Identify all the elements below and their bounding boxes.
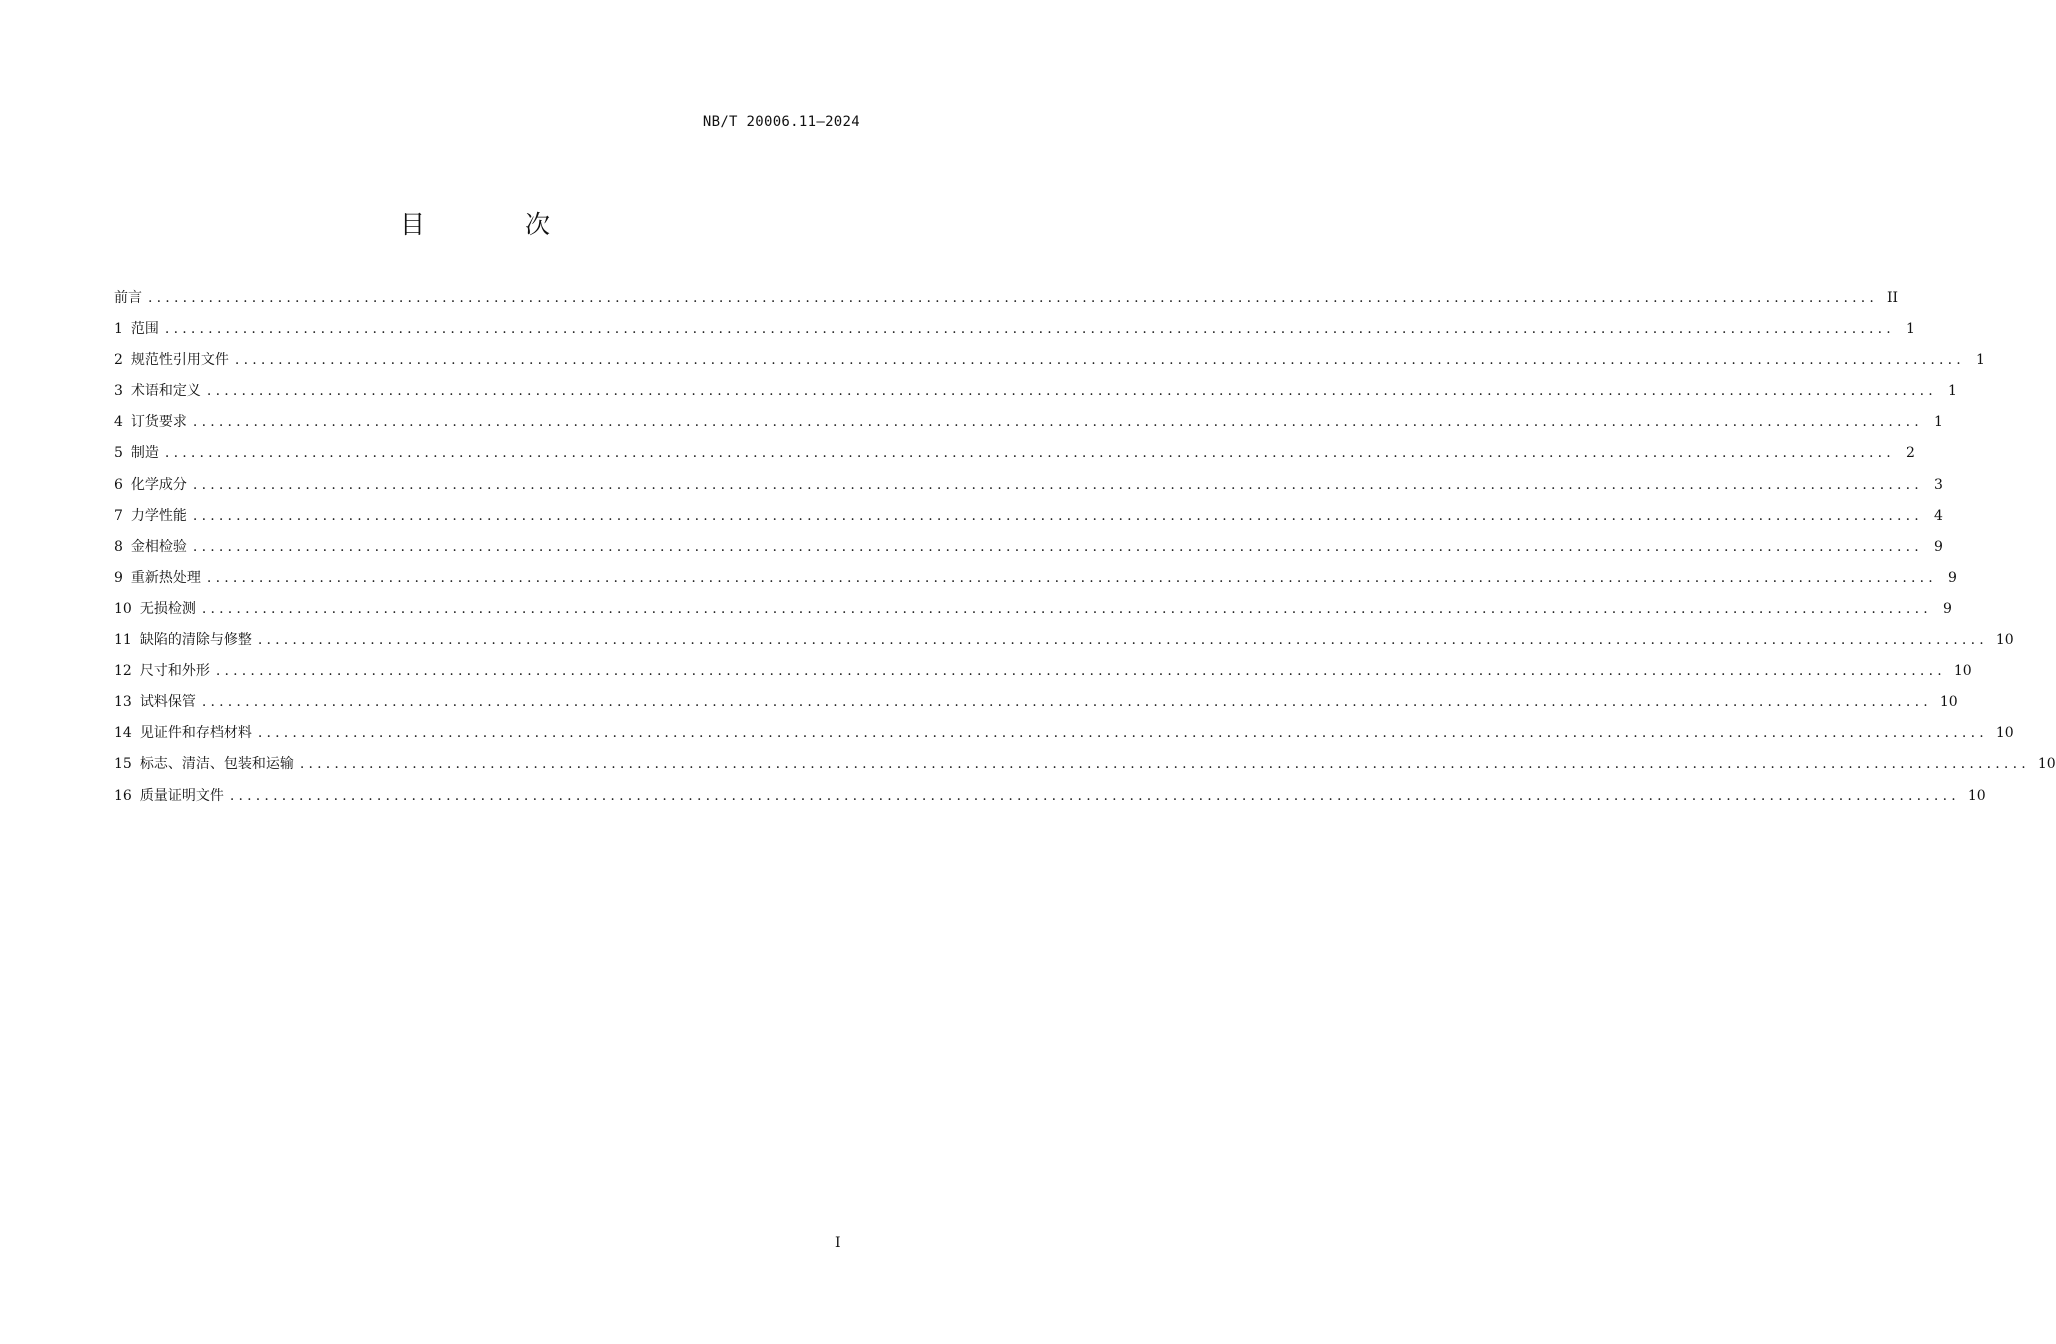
- table-of-contents: [114, 283, 2056, 812]
- toc-entry-page: 10: [1939, 694, 1958, 711]
- toc-dot-leader: ........................................................................................................................................................................................................: [299, 756, 2030, 773]
- toc-entry[interactable]: [114, 470, 1943, 501]
- toc-entry-title: 规范性引用文件: [130, 352, 229, 369]
- toc-entry[interactable]: [114, 532, 1943, 563]
- toc-entry-number: 5: [114, 445, 123, 462]
- toc-dot-leader: ........................................................................................................................................................................................................: [148, 290, 1879, 306]
- toc-dot-leader: ........................................................................................................................................................................................................: [206, 383, 1937, 400]
- toc-entry-title: 重新热处理: [130, 569, 201, 586]
- toc-dot-leader: ........................................................................................................................................................................................................: [192, 507, 1923, 524]
- toc-entry-label: [114, 718, 252, 749]
- toc-dot-leader: ........................................................................................................................................................................................................: [192, 414, 1923, 431]
- toc-entry-page: 10: [1953, 663, 1972, 680]
- toc-entry-number: 13: [114, 694, 132, 711]
- toc-entry[interactable]: [114, 625, 2014, 656]
- toc-entry-label: [114, 470, 187, 501]
- toc-dot-leader: ........................................................................................................................................................................................................: [229, 787, 1960, 804]
- toc-dot-leader: ........................................................................................................................................................................................................: [234, 352, 1965, 369]
- toc-entry[interactable]: [114, 781, 1986, 812]
- toc-entry-label: [114, 656, 210, 687]
- toc-entry[interactable]: [114, 749, 2056, 780]
- toc-entry-page: 10: [1995, 632, 2014, 649]
- toc-entry-title: 缺陷的清除与修整: [139, 632, 252, 649]
- toc-entry-number: 2: [114, 352, 123, 369]
- toc-entry-title: 制造: [130, 445, 159, 462]
- toc-entry[interactable]: [114, 407, 1943, 438]
- toc-entry-label: [114, 781, 224, 812]
- toc-entry-number: 10: [114, 600, 132, 617]
- toc-entry-page: 1: [1976, 352, 1985, 369]
- toc-entry[interactable]: [114, 501, 1943, 532]
- toc-dot-leader: ........................................................................................................................................................................................................: [164, 321, 1895, 338]
- toc-entry-title: 标志、清洁、包装和运输: [139, 756, 294, 773]
- toc-entry[interactable]: [114, 376, 1957, 407]
- toc-entry-title: 见证件和存档材料: [139, 725, 252, 742]
- toc-entry-page: 2: [1906, 445, 1915, 462]
- toc-entry-title: 范围: [130, 321, 159, 338]
- toc-entry-page: 9: [1948, 569, 1957, 586]
- toc-dot-leader: ........................................................................................................................................................................................................: [192, 476, 1923, 493]
- toc-entry[interactable]: [114, 594, 1952, 625]
- toc-dot-leader: ........................................................................................................................................................................................................: [201, 600, 1932, 617]
- toc-entry-label: [114, 376, 201, 407]
- toc-entry-page: 10: [1967, 787, 1986, 804]
- toc-entry[interactable]: [114, 563, 1957, 594]
- toc-entry-label: [114, 749, 294, 780]
- toc-dot-leader: ........................................................................................................................................................................................................: [257, 725, 1988, 742]
- toc-dot-leader: ........................................................................................................................................................................................................: [201, 694, 1932, 711]
- document-code: NB/T 20006.11—2024: [702, 114, 860, 130]
- toc-entry-label: [114, 438, 159, 469]
- toc-entry-title: 术语和定义: [130, 383, 201, 400]
- toc-entry-label: [114, 625, 252, 656]
- toc-entry-label: [114, 283, 142, 314]
- toc-dot-leader: ........................................................................................................................................................................................................: [164, 445, 1895, 462]
- toc-dot-leader: ........................................................................................................................................................................................................: [215, 663, 1946, 680]
- toc-entry-number: 3: [114, 383, 123, 400]
- toc-entry-page: 1: [1906, 321, 1915, 338]
- toc-entry-label: [114, 345, 229, 376]
- toc-entry-number: 12: [114, 663, 132, 680]
- toc-entry-number: 1: [114, 321, 123, 338]
- toc-entry-page: 10: [1995, 725, 2014, 742]
- toc-entry-label: [114, 687, 196, 718]
- toc-entry-number: 6: [114, 476, 123, 493]
- toc-entry-label: [114, 407, 187, 438]
- toc-entry[interactable]: [114, 438, 1915, 469]
- toc-entry-page: 3: [1934, 476, 1943, 493]
- toc-entry-label: [114, 501, 187, 532]
- toc-entry-title: 订货要求: [130, 414, 187, 431]
- toc-entry-page: 10: [2037, 756, 2056, 773]
- toc-entry-number: 7: [114, 507, 123, 524]
- toc-entry-title: 前言: [114, 290, 142, 306]
- toc-entry-title: 尺寸和外形: [139, 663, 210, 680]
- page-number: I: [835, 1235, 841, 1251]
- toc-title: 目 次: [400, 210, 596, 239]
- toc-entry-label: [114, 594, 196, 625]
- toc-entry-number: 4: [114, 414, 123, 431]
- toc-entry-title: 力学性能: [130, 507, 187, 524]
- toc-entry-number: 15: [114, 756, 132, 773]
- toc-dot-leader: ........................................................................................................................................................................................................: [257, 632, 1988, 649]
- toc-entry[interactable]: [114, 283, 1899, 314]
- toc-dot-leader: ........................................................................................................................................................................................................: [206, 569, 1937, 586]
- toc-entry-number: 14: [114, 725, 132, 742]
- toc-entry-label: [114, 532, 187, 563]
- toc-entry-title: 质量证明文件: [139, 787, 224, 804]
- toc-entry[interactable]: [114, 687, 1958, 718]
- toc-entry-page: 4: [1934, 507, 1943, 524]
- toc-entry-page: 1: [1948, 383, 1957, 400]
- toc-entry[interactable]: [114, 718, 2014, 749]
- toc-entry-number: 8: [114, 538, 123, 555]
- toc-entry-title: 金相检验: [130, 538, 187, 555]
- toc-entry[interactable]: [114, 345, 1985, 376]
- toc-entry-label: [114, 314, 159, 345]
- toc-entry-page: 9: [1934, 538, 1943, 555]
- toc-dot-leader: ........................................................................................................................................................................................................: [192, 538, 1923, 555]
- toc-entry-page: 1: [1934, 414, 1943, 431]
- toc-entry[interactable]: [114, 314, 1915, 345]
- toc-entry-title: 化学成分: [130, 476, 187, 493]
- toc-entry-number: 11: [114, 632, 132, 649]
- toc-entry-number: 9: [114, 569, 123, 586]
- toc-entry-number: 16: [114, 787, 132, 804]
- toc-entry-label: [114, 563, 201, 594]
- toc-entry-page: 9: [1942, 600, 1952, 617]
- toc-entry-title: 无损检测: [139, 600, 196, 617]
- toc-entry-title: 试料保管: [139, 694, 196, 711]
- toc-entry-page: II: [1886, 290, 1899, 306]
- toc-entry[interactable]: [114, 656, 1972, 687]
